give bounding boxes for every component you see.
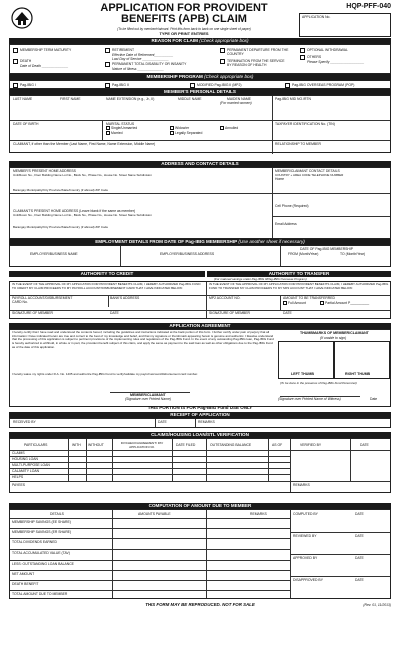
home-label: Home [275, 177, 285, 181]
from-label: FROM (Month/Year) [288, 252, 319, 256]
receipt-date-label: DATE [158, 420, 167, 424]
reason-section [9, 44, 391, 74]
payroll-label: PAYROLL ACCOUNT/DISBURSEMENT CARD No. [12, 296, 73, 304]
personal-bar: MEMBER'S PERSONAL DETAILS [9, 89, 391, 95]
claims-row-mpl: MULTI-PURPOSE LOAN [12, 463, 50, 467]
program-title: MEMBERSHIP PROGRAM [146, 74, 203, 79]
amount-label: AMOUNT TO BE TRANSFERRED [283, 296, 335, 300]
death-checkbox[interactable] [13, 59, 18, 64]
single-label [106, 126, 137, 130]
partial-amount-text: Partial Amount P__________ [325, 301, 370, 305]
agreement-section [9, 329, 391, 407]
pag-ibig-logo [11, 7, 33, 29]
retirement-label: RETIREMENT [112, 48, 135, 52]
mp2-label: MODIFIED Pag-IBIG II (MP2) [197, 83, 242, 87]
employment-note: (Use another sheet if necessary) [238, 239, 305, 244]
cell-label: Cell Phone (Required) [275, 204, 309, 208]
separated-checkbox[interactable] [170, 131, 174, 135]
married-label [106, 131, 123, 135]
title-line2: BENEFITS (APB) CLAIM [121, 13, 247, 25]
marital-label: MARITAL STATUS [106, 122, 135, 126]
disapproved-by-label: DISAPPROVED BY [293, 578, 323, 582]
maiden-note: (For married women) [220, 101, 252, 105]
claims-row-payees: PAYEES [12, 483, 26, 487]
annulled-text: Annulled [225, 126, 239, 130]
witness-date-label: Date [370, 397, 378, 401]
authority-section [9, 281, 391, 319]
comp-row-total: TOTAL AMOUNT DUE TO MEMBER [12, 592, 68, 596]
claims-header-dv: DV/CHECK/AGREEMENT/ PAY APPLICATION NO. [120, 441, 164, 449]
claims-header-without: WITHOUT [88, 443, 104, 447]
full-amount-text: Full Amount [288, 301, 306, 305]
claimant-label: CLAIMANT, if other than the Member (Last Name, First Name, Name Extension, Middle Name) [13, 142, 156, 146]
credit-bar: AUTHORITY TO CREDIT [9, 271, 205, 277]
computation-table [9, 509, 391, 599]
optional-withdrawal-checkbox[interactable] [300, 48, 305, 53]
comp-header-remarks: REMARKS [250, 512, 267, 516]
married-checkbox[interactable] [106, 131, 110, 135]
separated-label [170, 131, 202, 135]
claims-row-claims: CLAIMS [12, 451, 25, 455]
app-no-label: APPLICATION No. [302, 15, 331, 19]
claims-header-particulars: PARTICULARS [24, 443, 48, 447]
credit-text: IN THE EVENT OF THE APPROVAL OF MY APPLICATION FOR PROVIDENT BENEFITS CLAIM, I HEREBY AUTHORIZED Pag-IBIG FUND TO CREDIT MY CLAIM PROCEEDS TO MY PAYROLL ACCOUNT/DISBURSEMENT CARD THAT I HAVE INDICATED BELOW: [12, 282, 201, 290]
departure-label: PERMANENT DEPARTURE FROM THE COUNTRY [227, 48, 289, 56]
comp-header-amounts: AMOUNTS PAYABLE [138, 512, 171, 516]
witness-label: (Signature over Printed Name of Witness) [278, 397, 341, 401]
thumb-title: THUMBMARKS OF MEMBER/CLAIMANT [300, 331, 369, 335]
full-amount-checkbox[interactable] [283, 301, 287, 305]
signature2-label: SIGNATURE OF MEMBER [209, 311, 251, 315]
email-label: Email Address [275, 222, 297, 226]
termination-label: TERMINATION FROM THE SERVICE BY REASON OF HEALTH [227, 59, 285, 67]
agreement-text-2: I hereby waive my rights under R.A. No. 1405 and authorize Pag-IBIG Fund to verify/validate my payroll account/disbursement card number. [12, 372, 198, 376]
agreement-bar: APPLICATION AGREEMENT [9, 323, 391, 329]
apb-claim-form [9, 3, 391, 655]
claims-table [9, 438, 391, 493]
middle-name-label: MIDDLE NAME [178, 97, 202, 101]
claims-row-housing: HOUSING LOAN [12, 457, 38, 461]
claims-row-calamity: CALAMITY LOAN [12, 469, 40, 473]
addr-fields-3: Unit/Room No., Floor Building Name Lot No., Block No., Phase No., House No. Street Name Subdivision [13, 213, 152, 217]
program-section [9, 80, 391, 89]
others-label: OTHERS [307, 55, 322, 59]
form-code: HQP-PFF-040 [346, 3, 391, 10]
to-label: TO (Month/Year) [340, 252, 366, 256]
partial-amount-label [320, 301, 369, 305]
claimant-home-label: CLAIMANT'S PRESENT HOME ADDRESS (Leave blank if the same as member) [13, 209, 136, 213]
separated-text: Legally Separated [175, 131, 203, 135]
claims-header-asof: AS OF [272, 443, 283, 447]
contact-label: MEMBER/CLAIMANT CONTACT DETAILS [275, 169, 340, 173]
transfer-note: (For matured savings under Pag-IBIG II/Pag-IBIG Overseas Program) [214, 277, 307, 281]
addr-fields-4: Barangay Municipality/City Province/State/Country (if abroad) ZIP Code [13, 225, 108, 229]
comp-row-loan: LESS: OUTSTANDING LOAN BALANCE [12, 562, 74, 566]
pagibig1-label: Pag-IBIG I [20, 83, 36, 87]
personal-section [9, 95, 391, 153]
term-maturity-label: MEMBERSHIP TERM MATURITY [20, 48, 72, 52]
claims-header-balance: OUTSTANDING BALANCE [210, 443, 252, 447]
widow-checkbox[interactable] [170, 126, 174, 130]
relationship-label: RELATIONSHIP TO MEMBER [275, 142, 321, 146]
comp-row-net: NET AMOUNT [12, 572, 35, 576]
employment-title: EMPLOYMENT DETAILS FROM DATE OF Pag-IBIG MEMBERSHIP [95, 239, 238, 244]
others-checkbox[interactable] [300, 55, 305, 60]
application-no-field[interactable] [299, 13, 391, 37]
receipt-remarks-label: REMARKS [198, 420, 215, 424]
pop-label: Pag-IBIG OVERSEAS PROGRAM (POP) [292, 83, 355, 87]
comp-header-details: DETAILS [50, 512, 64, 516]
others-specify-label: Please Specify __________________ [307, 60, 365, 64]
claims-bar: CLAIMS/HOUSING LOAN/STL VERIFICATION [9, 432, 391, 438]
married-text: Married [111, 131, 123, 135]
right-thumb-box[interactable] [334, 341, 390, 379]
disapproved-date-label: DATE [355, 578, 364, 582]
computation-bar: COMPUTATION OF AMOUNT DUE TO MEMBER [9, 503, 391, 509]
computed-date-label: DATE [355, 512, 364, 516]
reviewed-by-label: REVIEWED BY [293, 534, 317, 538]
dob-label: DATE OF BIRTH [13, 122, 39, 126]
mp2-account-label: MP2 ACCOUNT NO. [209, 296, 241, 300]
widow-label [170, 126, 189, 130]
first-name-label: FIRST NAME [60, 97, 81, 101]
claims-header-date: DATE [360, 443, 369, 447]
date-label: DATE [110, 311, 119, 315]
fund-use-only: THIS PORTION IS FOR Pag-IBIG Fund USE ONLY [147, 405, 253, 410]
approved-date-label: DATE [355, 556, 364, 560]
receipt-bar: RECEIPT OF APPLICATION [9, 412, 391, 418]
maiden-name-label: MAIDEN NAME [227, 97, 251, 101]
pagibig2-label: Pag-IBIG II [112, 83, 129, 87]
thumb-note: (If unable to sign) [320, 336, 347, 340]
single-checkbox[interactable] [106, 126, 110, 130]
claims-remarks-label: REMARKS [293, 483, 310, 487]
departure-checkbox[interactable] [220, 48, 225, 53]
reason-note: (Check appropriate box) [199, 38, 249, 43]
annulled-label [220, 126, 238, 130]
comp-row-tav: TOTAL ACCUMULATED VALUE (TAV) [12, 551, 70, 555]
claims-row-helps: HELPS [12, 475, 24, 479]
employer-addr-label: EMPLOYER/BUSINESS ADDRESS [160, 252, 215, 256]
signature-label: SIGNATURE OF MEMBER [12, 311, 54, 315]
retirement-checkbox[interactable] [105, 48, 110, 53]
form-subtitle: (To be filled out by member/claimant. Print this form back to back on one single sheet of paper) [117, 27, 251, 31]
transfer-bar: AUTHORITY TO TRANSFER [207, 271, 391, 277]
transfer-text: IN THE EVENT OF THE APPROVAL OF MY APPLICATION FOR PROVIDENT BENEFITS CLAIM, I HEREBY AUTHORIZED Pag-IBIG FUND TO TRANSFER MY CLAIM PROCEEDS TO MY MP2 ACCOUNT THAT I HAVE INDICATED BELOW: [209, 282, 389, 290]
pagibig1-checkbox[interactable] [13, 83, 18, 88]
pagibig2-checkbox[interactable] [105, 83, 110, 88]
left-thumb-box[interactable] [278, 341, 334, 379]
claims-header-with: WITH [72, 443, 81, 447]
mp2-checkbox[interactable] [190, 83, 195, 88]
illness-label: Nature of Illness ______________ [112, 67, 164, 71]
comp-row-ee: MEMBERSHIP SAVINGS (EE SHARE) [12, 520, 71, 524]
claims-header-date-filed: DATE FILED [176, 443, 196, 447]
received-by-label: RECEIVED BY [13, 420, 36, 424]
member-sig-note: (Signature over Printed Name) [125, 397, 171, 401]
pop-checkbox[interactable] [285, 83, 290, 88]
single-text: Single/Unmarried [111, 126, 138, 130]
form-title [69, 3, 299, 25]
date2-label: DATE [283, 311, 292, 315]
partial-amount-checkbox[interactable] [320, 301, 324, 305]
computed-by-label: COMPUTED BY [293, 512, 318, 516]
disability-label: PERMANENT TOTAL DISABILITY OR INSANITY [112, 62, 187, 66]
footer-note: THIS FORM MAY BE REPRODUCED. NOT FOR SALE [145, 602, 255, 607]
address-section [9, 167, 391, 239]
type-or-print: TYPE OR PRINT ENTRIES [159, 31, 209, 36]
reviewed-date-label: DATE [355, 534, 364, 538]
tin-label: TAXPAYER IDENTIFICATION No. (TIN) [275, 122, 335, 126]
widow-text: Widow/er [175, 126, 190, 130]
program-note: (Check appropriate box) [204, 74, 254, 79]
address-bar: ADDRESS AND CONTACT DETAILS [9, 161, 391, 167]
approved-by-label: APPROVED BY [293, 556, 318, 560]
term-maturity-checkbox[interactable] [13, 48, 18, 53]
last-day-label: Last Day of Service ______________ [112, 57, 169, 61]
ext-label: NAME EXTENSION (e.g., Jr., II) [106, 97, 155, 101]
footer-rev: (Rev. 01, 11/2013) [363, 603, 391, 607]
right-thumb-label: RIGHT THUMB [345, 372, 371, 376]
receipt-section [9, 418, 391, 428]
termination-checkbox[interactable] [220, 59, 225, 64]
home-phone-label: COUNTRY + AREA CODE TELEPHONE NUMBER [275, 173, 344, 177]
title-line1: APPLICATION FOR PROVIDENT [100, 2, 268, 14]
employer-label: EMPLOYER/BUSINESS NAME [30, 252, 78, 256]
date-of-label: DATE OF Pag-IBIG MEMBERSHIP [300, 247, 354, 251]
reason-title: REASON FOR CLAIM [151, 38, 198, 43]
agreement-text-1: I hereby certify that I have read and understood the contents hereof, including the guidelines and instructions indicated at the back portion of this form. I further certify under pain of perjury that all information I have indicated herein are true and correct to the best of my knowledge and belief, and that my signature or thumbmark appearing herein is genuine and authentic. I likewise understand that the processing of this application is subject to pertinent provisions of the implementing rules and regulations of the Pag-IBIG Fund. In the event of any outstanding Pag-IBIG loan, Pag-IBIG Fund is hereby authorized to withhold, in whole or in part, the provident benefit subject of this claim, and apply the same as payment to the said loan as well as other obligations due to the Pag-IBIG Fund as of the date of this application. [12, 330, 274, 349]
disability-checkbox[interactable] [105, 62, 110, 67]
death-label: DEATH [20, 59, 32, 63]
comp-row-er: MEMBERSHIP SAVINGS (ER SHARE) [12, 530, 72, 534]
mid-label: Pag-IBIG MID NO./RTN [275, 97, 311, 101]
member-home-label: MEMBER'S PRESENT HOME ADDRESS [13, 169, 76, 173]
annulled-checkbox[interactable] [220, 126, 224, 130]
optional-withdrawal-label: OPTIONAL WITHDRAWAL [307, 48, 348, 52]
addr-fields-2: Barangay Municipality/City Province/State/Country (if abroad) ZIP Code [13, 188, 108, 192]
employment-section [9, 245, 391, 267]
comp-row-death: DEATH BENEFIT [12, 582, 39, 586]
date-of-death-label: Date of Death ______________ [20, 64, 69, 68]
thumb-footer: (To be done in the presence of Pag-IBIG Fund Personnel) [280, 381, 357, 385]
last-name-label: LAST NAME [13, 97, 33, 101]
bank-label: BANK'S ADDRESS [110, 296, 140, 300]
comp-row-dividends: TOTAL DIVIDENDS EARNED [12, 540, 57, 544]
member-claimant-label: MEMBER/CLAIMANT [130, 393, 166, 397]
addr-fields-1: Unit/Room No., Floor Building Name Lot No., Block No., Phase No., House No. Street Name Subdivision [13, 173, 152, 177]
left-thumb-label: LEFT THUMB [291, 372, 314, 376]
retirement-date-label: Effective Date of Retirement__________ [112, 53, 174, 57]
claims-header-verified: VERIFIED BY [300, 443, 322, 447]
full-amount-label [283, 301, 306, 305]
